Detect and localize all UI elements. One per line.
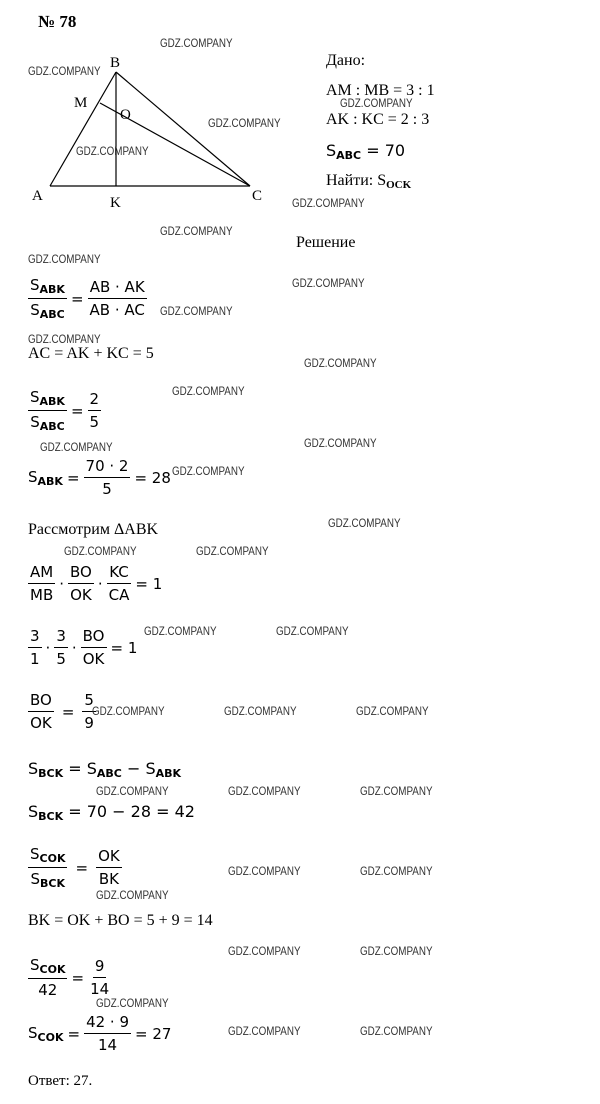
step4-equation: $S_{ABK}$ = $\frac{70 \cdot 2}{5}$ = 28 — [28, 457, 171, 498]
given-title: Дано: — [326, 52, 366, 69]
label-b: B — [110, 55, 121, 71]
watermark: GDZ.COMPANY — [360, 784, 433, 798]
watermark: GDZ.COMPANY — [304, 356, 377, 370]
step6-equation: $\frac{3}{1}$ · $\frac{3}{5}$ · $\frac{BO}{OK}$ = 1 — [30, 627, 138, 668]
given-line3: $S_{ABC} = 70$ — [326, 141, 406, 162]
step7-equation: $\frac{BO}{OK}$ = $\frac{5}{9}$ — [30, 691, 94, 732]
watermark: GDZ.COMPANY — [160, 36, 233, 50]
step8-line: $S_{BCK} = S_{ABC} - S_{ABK}$ — [28, 759, 182, 780]
step12-equation: $\frac{S_{COK}}{42}$ = $\frac{9}{14}$ — [30, 956, 110, 999]
watermark: GDZ.COMPANY — [304, 436, 377, 450]
label-c: C — [252, 188, 263, 204]
watermark: GDZ.COMPANY — [360, 1024, 433, 1038]
step3-equation: $\frac{S_{ABK}}{S_{ABC}}$ = $\frac{2}{5}$ — [30, 388, 100, 433]
watermark: GDZ.COMPANY — [328, 516, 401, 530]
solution-title: Решение — [296, 234, 356, 251]
step9-line: $S_{BCK} = 70 - 28 = 42$ — [28, 802, 195, 823]
problem-number: № 78 — [38, 12, 77, 31]
answer-line: Ответ: 27. — [28, 1073, 93, 1089]
watermark: GDZ.COMPANY — [292, 196, 365, 210]
watermark: GDZ.COMPANY — [64, 544, 137, 558]
watermark: GDZ.COMPANY — [28, 332, 101, 346]
given-line1: AM : MB = 3 : 1 — [326, 82, 435, 99]
label-o: O — [120, 107, 131, 123]
watermark: GDZ.COMPANY — [356, 704, 429, 718]
step10-equation: $\frac{S_{COK}}{S_{BCK}}$ = $\frac{OK}{BK}$ — [30, 845, 120, 890]
step1-equation: $\frac{S_{ABK}}{S_{ABC}}$ = $\frac{AB \cdot AK}{AB \cdot AC}$ — [30, 276, 145, 321]
step13-equation: $S_{COK}$ = $\frac{42 \cdot 9}{14}$ = 27 — [28, 1013, 172, 1054]
watermark: GDZ.COMPANY — [28, 64, 101, 78]
watermark: GDZ.COMPANY — [228, 1024, 301, 1038]
watermark: GDZ.COMPANY — [160, 224, 233, 238]
side-ab — [50, 72, 116, 186]
watermark: GDZ.COMPANY — [92, 704, 165, 718]
label-m: M — [74, 95, 88, 111]
step11-line: BK = OK + BO = 5 + 9 = 14 — [28, 912, 213, 929]
step2-line: AC = AK + KC = 5 — [28, 345, 154, 362]
watermark: GDZ.COMPANY — [96, 784, 169, 798]
watermark: GDZ.COMPANY — [76, 144, 149, 158]
watermark: GDZ.COMPANY — [228, 784, 301, 798]
watermark: GDZ.COMPANY — [276, 624, 349, 638]
watermark: GDZ.COMPANY — [40, 440, 113, 454]
watermark: GDZ.COMPANY — [144, 624, 217, 638]
watermark: GDZ.COMPANY — [96, 888, 169, 902]
label-a: A — [32, 188, 43, 204]
watermark: GDZ.COMPANY — [196, 544, 269, 558]
watermark: GDZ.COMPANY — [208, 116, 281, 130]
watermark: GDZ.COMPANY — [172, 384, 245, 398]
watermark: GDZ.COMPANY — [96, 996, 169, 1010]
watermark: GDZ.COMPANY — [228, 864, 301, 878]
watermark: GDZ.COMPANY — [228, 944, 301, 958]
given-line2: AK : KC = 2 : 3 — [326, 111, 430, 128]
find-line: Найти: $S_{OCK}$ — [326, 172, 412, 191]
label-k: K — [110, 195, 121, 211]
watermark: GDZ.COMPANY — [292, 276, 365, 290]
watermark: GDZ.COMPANY — [360, 944, 433, 958]
consider-line: Рассмотрим ΔABK — [28, 521, 159, 538]
watermark: GDZ.COMPANY — [340, 96, 413, 110]
watermark: GDZ.COMPANY — [172, 464, 245, 478]
watermark: GDZ.COMPANY — [224, 704, 297, 718]
step5-equation: $\frac{AM}{MB}$ · $\frac{BO}{OK}$ · $\frac{KC}{CA}$ = 1 — [30, 563, 163, 604]
watermark: GDZ.COMPANY — [28, 252, 101, 266]
watermark: GDZ.COMPANY — [360, 864, 433, 878]
watermark: GDZ.COMPANY — [160, 304, 233, 318]
